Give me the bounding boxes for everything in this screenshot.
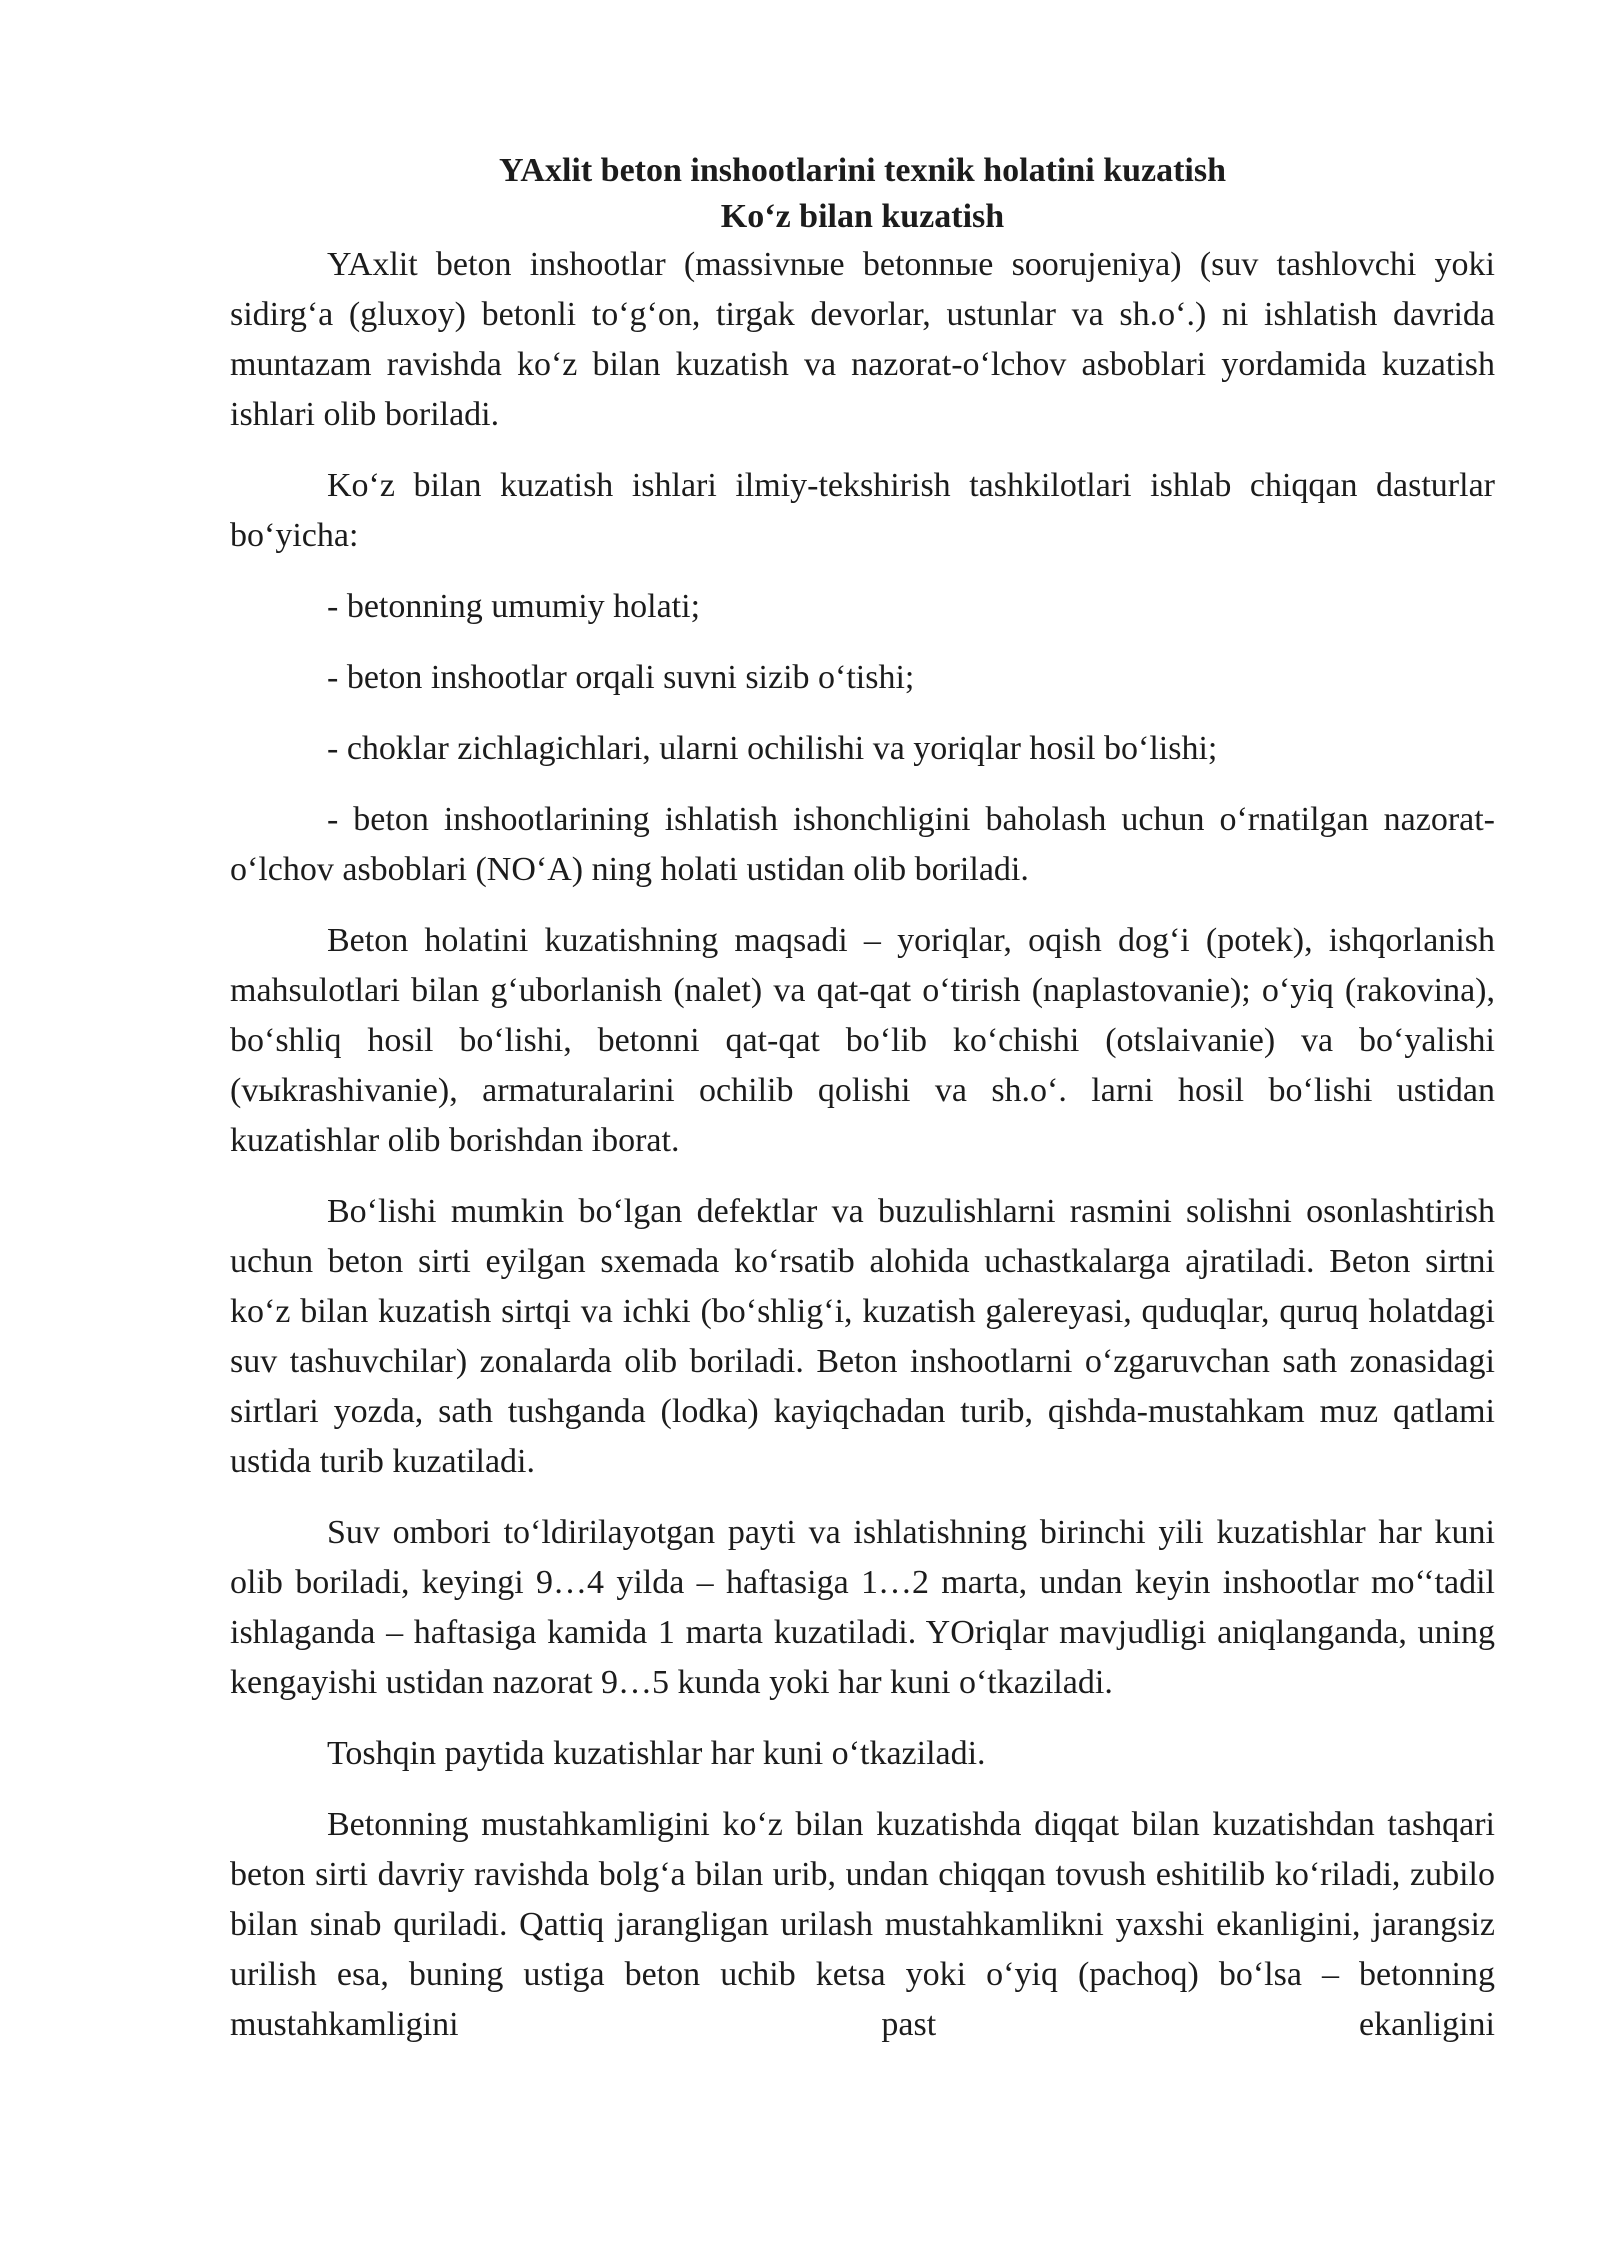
list-item: - betonning umumiy holati; bbox=[327, 588, 701, 625]
paragraph: Beton holatini kuzatishning maqsadi – yoriqlar, oqish dog‘i (potek), ishqorlanish mahsulotlari bilan g‘uborlanish (nalet) va qat-qat o‘tirish (naplastovanie); o‘yiq (rakovina), bo‘shliq hosil bo‘lishi, betonni qat-qat bo‘lib ko‘chishi (otslaivanie) va bo‘yalishi (vыkrashivanie), armaturalarini ochilib qolishi va sh.o‘. larni hosil bo‘lishi ustidan kuzatishlar olib borishdan iborat. bbox=[230, 922, 1495, 1159]
paragraph: Toshqin paytida kuzatishlar har kuni o‘tkaziladi. bbox=[327, 1735, 986, 1772]
paragraph: Betonning mustahkamligini ko‘z bilan kuzatishda diqqat bilan kuzatishdan tashqari beton sirti davriy ravishda bolg‘a bilan urib, undan chiqqan tovush eshitilib ko‘riladi, zubilo bilan sinab quriladi. Qattiq jarangligan urilash mustahkamlikni yaxshi ekanligini, jarangsiz urilish esa, buning ustiga beton uchib ketsa yoki o‘yiq (pachoq) bo‘lsa – betonning mustahkamligini past ekanligini bbox=[230, 1806, 1495, 2043]
list-item: - choklar zichlagichlari, ularni ochilishi va yoriqlar hosil bo‘lishi; bbox=[327, 730, 1218, 767]
paragraph: Suv ombori to‘ldirilayotgan payti va ishlatishning birinchi yili kuzatishlar har kuni olib boriladi, keyingi 9…4 yilda – haftasiga 1…2 marta, undan keyin inshootlar mo‘‘tadil ishlaganda – haftasiga kamida 1 marta kuzatiladi. YOriqlar mavjudligi aniqlanganda, uning kengayishi ustidan nazorat 9…5 kunda yoki har kuni o‘tkaziladi. bbox=[230, 1514, 1495, 1701]
document-title: YAxlit beton inshootlarini texnik holatini kuzatish bbox=[498, 152, 1227, 189]
list-item: - beton inshootlarining ishlatish ishonchligini baholash uchun o‘rnatilgan nazorat-o‘lchov asboblari (NO‘A) ning holati ustidan olib boriladi. bbox=[230, 801, 1495, 888]
list-item: - beton inshootlar orqali suvni sizib o‘tishi; bbox=[327, 659, 915, 696]
paragraph: YAxlit beton inshootlar (massivnыe betonnыe soorujeniya) (suv tashlovchi yoki sidirg‘a (gluxoy) betonli to‘g‘on, tirgak devorlar, ustunlar va sh.o‘.) ni ishlatish davrida muntazam ravishda ko‘z bilan kuzatish va nazorat-o‘lchov asboblari yordamida kuzatish ishlari olib boriladi. bbox=[230, 246, 1495, 433]
paragraph: Ko‘z bilan kuzatish ishlari ilmiy-tekshirish tashkilotlari ishlab chiqqan dasturlar bo‘yicha: bbox=[230, 467, 1495, 554]
document-subtitle: Ko‘z bilan kuzatish bbox=[720, 198, 1005, 235]
paragraph: Bo‘lishi mumkin bo‘lgan defektlar va buzulishlarni rasmini solishni osonlashtirish uchun beton sirti eyilgan sxemada ko‘rsatib alohida uchastkalarga ajratiladi. Beton sirtni ko‘z bilan kuzatish sirtqi va ichki (bo‘shlig‘i, kuzatish galereyasi, quduqlar, quruq holatdagi suv tashuvchilar) zonalarda olib boriladi. Beton inshootlarni o‘zgaruvchan sath zonasidagi sirtlari yozda, sath tushganda (lodka) kayiqchadan turib, qishda-mustahkam muz qatlami ustida turib kuzatiladi. bbox=[230, 1193, 1495, 1480]
document-page bbox=[230, 148, 1495, 2071]
